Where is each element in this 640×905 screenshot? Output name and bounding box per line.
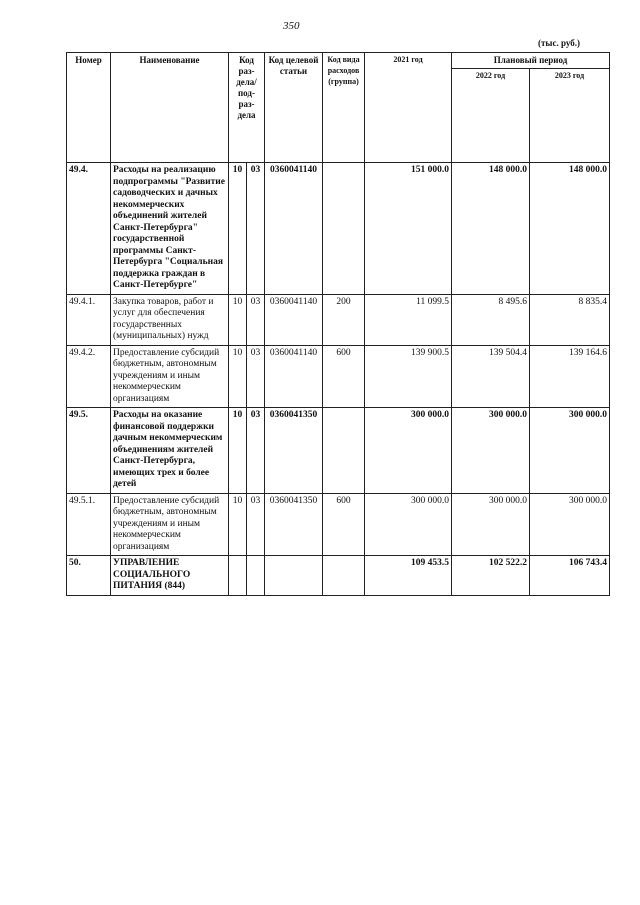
row-section: 10 xyxy=(229,163,247,295)
row-expense xyxy=(323,163,365,295)
row-expense: 600 xyxy=(323,493,365,556)
row-target: 0360041140 xyxy=(265,345,323,408)
row-expense xyxy=(323,556,365,596)
row-target xyxy=(265,556,323,596)
row-number: 49.4. xyxy=(67,163,111,295)
header-2021: 2021 год xyxy=(365,53,452,163)
page-number: 350 xyxy=(283,20,300,32)
row-number: 49.4.2. xyxy=(67,345,111,408)
row-value-2022: 8 495.6 xyxy=(452,294,530,345)
table-row xyxy=(67,163,610,295)
header-2022: 2022 год xyxy=(452,69,530,163)
row-expense: 600 xyxy=(323,345,365,408)
row-value-2021: 139 900.5 xyxy=(365,345,452,408)
row-value-2023: 300 000.0 xyxy=(530,408,610,494)
table-row xyxy=(67,556,610,596)
row-target: 0360041140 xyxy=(265,163,323,295)
row-value-2022: 148 000.0 xyxy=(452,163,530,295)
table-row xyxy=(67,345,610,408)
row-subsection xyxy=(247,556,265,596)
row-section: 10 xyxy=(229,408,247,494)
header-2023: 2023 год xyxy=(530,69,610,163)
row-value-2021: 11 099.5 xyxy=(365,294,452,345)
row-subsection: 03 xyxy=(247,345,265,408)
table-row xyxy=(67,493,610,556)
row-value-2021: 109 453.5 xyxy=(365,556,452,596)
row-value-2023: 8 835.4 xyxy=(530,294,610,345)
row-value-2023: 148 000.0 xyxy=(530,163,610,295)
row-section: 10 xyxy=(229,493,247,556)
row-value-2022: 300 000.0 xyxy=(452,493,530,556)
unit-label: (тыс. руб.) xyxy=(538,38,580,48)
row-value-2022: 139 504.4 xyxy=(452,345,530,408)
header-planning-period: Плановый период xyxy=(452,53,610,69)
row-target: 0360041350 xyxy=(265,408,323,494)
row-target: 0360041140 xyxy=(265,294,323,345)
row-value-2021: 300 000.0 xyxy=(365,493,452,556)
row-value-2023: 139 164.6 xyxy=(530,345,610,408)
row-name: Расходы на оказание финансовой поддержки дачным некоммерческим объединениям жителей Санкт-Петербурга, имеющих трех и более детей xyxy=(111,408,229,494)
header-target-code: Код целевой статьи xyxy=(265,53,323,163)
row-subsection: 03 xyxy=(247,493,265,556)
header-expense-type: Код вида расходов (группа) xyxy=(323,53,365,163)
budget-table xyxy=(66,52,610,596)
table-row xyxy=(67,408,610,494)
row-target: 0360041350 xyxy=(265,493,323,556)
row-value-2023: 106 743.4 xyxy=(530,556,610,596)
row-value-2021: 151 000.0 xyxy=(365,163,452,295)
row-name: УПРАВЛЕНИЕ СОЦИАЛЬНОГО ПИТАНИЯ (844) xyxy=(111,556,229,596)
row-value-2022: 300 000.0 xyxy=(452,408,530,494)
row-number: 49.5.1. xyxy=(67,493,111,556)
row-number: 50. xyxy=(67,556,111,596)
row-section xyxy=(229,556,247,596)
row-number: 49.5. xyxy=(67,408,111,494)
row-value-2021: 300 000.0 xyxy=(365,408,452,494)
row-expense xyxy=(323,408,365,494)
row-section: 10 xyxy=(229,294,247,345)
row-value-2023: 300 000.0 xyxy=(530,493,610,556)
row-subsection: 03 xyxy=(247,163,265,295)
row-subsection: 03 xyxy=(247,408,265,494)
row-section: 10 xyxy=(229,345,247,408)
row-name: Закупка товаров, работ и услуг для обеспечения государственных (муниципальных) нужд xyxy=(111,294,229,345)
header-section-code: Код раз-дела/ под-раз-дела xyxy=(229,53,265,163)
header-number: Номер xyxy=(67,53,111,163)
row-number: 49.4.1. xyxy=(67,294,111,345)
row-name: Предоставление субсидий бюджетным, автономным учреждениям и иным некоммерческим организациям xyxy=(111,493,229,556)
table-row xyxy=(67,294,610,345)
row-expense: 200 xyxy=(323,294,365,345)
row-name: Предоставление субсидий бюджетным, автономным учреждениям и иным некоммерческим организациям xyxy=(111,345,229,408)
table-header-row xyxy=(67,53,610,69)
row-value-2022: 102 522.2 xyxy=(452,556,530,596)
row-subsection: 03 xyxy=(247,294,265,345)
header-name: Наименование xyxy=(111,53,229,163)
row-name: Расходы на реализацию подпрограммы "Развитие садоводческих и дачных некоммерческих объединений жителей Санкт-Петербурга" государственной программы Санкт-Петербурга "Социальная поддержка граждан в Санкт-Петербурге" xyxy=(111,163,229,295)
